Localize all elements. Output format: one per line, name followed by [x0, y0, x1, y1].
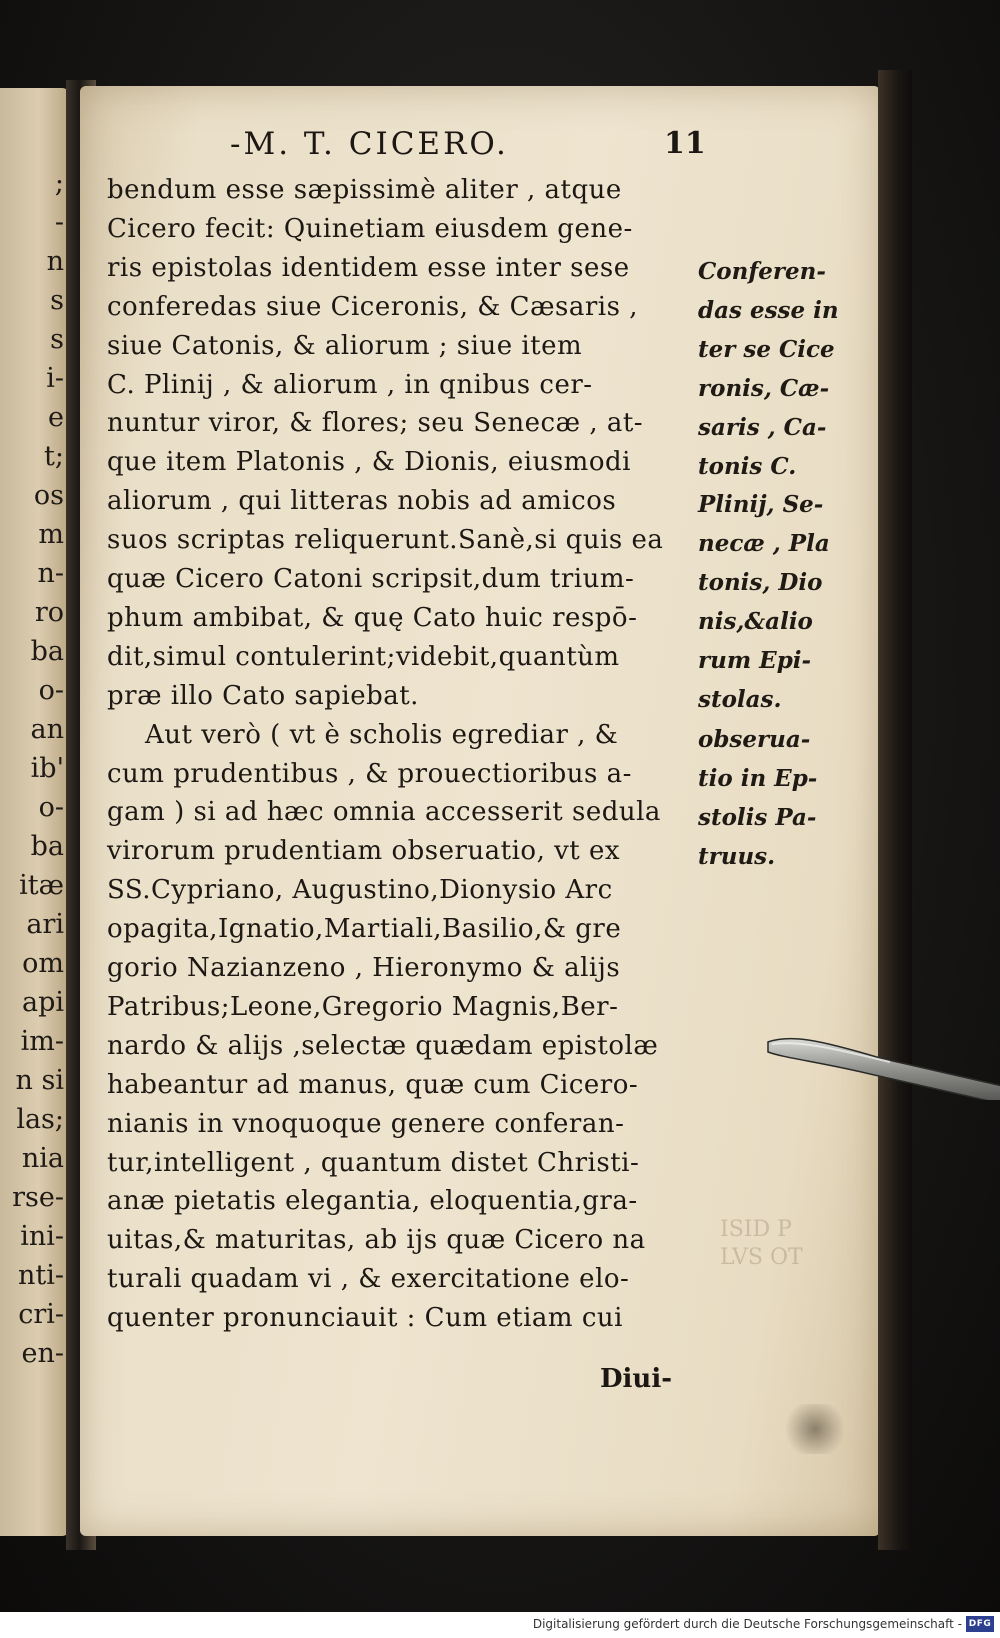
marginal-note-line: ter se Cice — [698, 335, 835, 363]
left-page-fragment: las; — [16, 1104, 64, 1135]
marginal-note-line: necæ , Pla — [698, 530, 830, 558]
left-page-fragment: en- — [21, 1338, 64, 1369]
left-page-fragment: n — [46, 246, 64, 277]
left-page-fragment: t; — [44, 441, 64, 472]
marginal-note-line: tio in Ep- — [698, 764, 818, 792]
left-page-fragment: itæ — [19, 870, 64, 901]
left-page-fragment: - — [54, 207, 64, 238]
text-line: aliorum , qui litteras nobis ad amicos — [107, 486, 617, 517]
text-line: Patribus;Leone,Gregorio Magnis,Ber- — [107, 991, 619, 1022]
marginal-note-line: stolis Pa- — [698, 803, 817, 831]
left-page-fragment: e — [48, 402, 64, 433]
left-page-fragment: ini- — [20, 1221, 64, 1252]
marginal-note-line: ronis, Cæ- — [698, 374, 830, 402]
marginal-note-line: rum Epi- — [698, 647, 812, 674]
marginal-note-line: tonis, Dio — [698, 569, 823, 597]
text-line: SS.Cypriano, Augustino,Dionysio Arc — [107, 875, 613, 906]
text-line: dit,simul contulerint;videbit,quantùm — [107, 641, 620, 672]
left-page-fragment: s — [50, 285, 64, 316]
page-edge-shadow — [878, 70, 912, 1550]
marginal-note-line: das esse in — [698, 296, 839, 324]
left-page-fragment: api — [21, 987, 64, 1018]
left-page-fragment: i- — [46, 363, 64, 394]
left-page-fragment: an — [30, 714, 64, 745]
text-line: suos scriptas reliquerunt.Sanè,si quis ea — [107, 525, 664, 556]
left-page-fragment: ba — [30, 636, 64, 667]
marginal-note-line: Conferen- — [698, 258, 826, 285]
marginal-note-line: truus. — [698, 842, 776, 870]
marginal-note-line: saris , Ca- — [698, 413, 827, 441]
left-facing-page — [0, 88, 70, 1536]
text-line: turali quadam vi , & exercitatione elo- — [107, 1264, 630, 1295]
text-line: nardo & alijs ,selectæ quædam epistolæ — [107, 1030, 659, 1061]
text-line: Cicero fecit: Quinetiam eiusdem gene- — [107, 213, 633, 244]
left-page-fragment: n si — [15, 1065, 64, 1096]
text-line: tur,intelligent , quantum distet Christi- — [107, 1147, 640, 1178]
left-page-fragment: o- — [38, 792, 64, 823]
running-head: -M. T. CICERO. — [230, 126, 509, 162]
text-line: anæ pietatis elegantia, eloquentia,gra- — [107, 1186, 638, 1217]
text-line: bendum esse sæpissimè aliter , atque — [107, 175, 622, 205]
text-line: virorum prudentiam obseruatio, vt ex — [107, 836, 621, 867]
text-line: cum prudentibus , & prouectioribus a- — [107, 758, 632, 789]
left-page-fragment: rse- — [12, 1182, 64, 1213]
funding-credit: Digitalisierung gefördert durch die Deutsche Forschungsgemeinschaft - — [532, 1617, 962, 1631]
left-page-fragment: ari — [26, 909, 64, 940]
left-page-fragment: cri- — [18, 1299, 64, 1330]
left-page-fragment: ro — [34, 597, 64, 628]
catchword: Diui- — [600, 1364, 672, 1394]
marginal-note-line: nis,&alio — [698, 608, 813, 636]
text-line: C. Plinij , & aliorum , in qnibus cer- — [107, 369, 593, 400]
left-page-fragment: im- — [20, 1026, 64, 1057]
left-page-fragment: nia — [21, 1143, 64, 1174]
text-line: uitas,& maturitas, ab ijs quæ Cicero na — [107, 1225, 646, 1256]
text-line: que item Platonis , & Dionis, eiusmodi — [107, 447, 631, 478]
marginal-note-line: stolas. — [698, 685, 782, 713]
footer-bar — [0, 1612, 1000, 1638]
page-holder-tool — [760, 1030, 1000, 1100]
left-page-fragment: m — [38, 519, 64, 550]
page-number: 11 — [664, 126, 706, 161]
left-page-fragment: n- — [37, 558, 64, 589]
text-line: nianis in vnoquoque genere conferan- — [107, 1108, 625, 1139]
text-line: gorio Nazianzeno , Hieronymo & alijs — [107, 953, 621, 983]
marginal-note-line: tonis C. — [698, 452, 797, 480]
text-line: opagita,Ignatio,Martiali,Basilio,& gre — [107, 914, 622, 945]
dfg-logo: DFG — [966, 1616, 994, 1632]
left-page-fragment: om — [22, 948, 64, 979]
page-stain — [780, 1404, 850, 1454]
text-line: quæ Cicero Catoni scripsit,dum trium- — [107, 564, 635, 594]
left-page-fragment: s — [50, 324, 64, 355]
left-page-fragment: ba — [30, 831, 64, 862]
bleed-through-stamp: ISID P LVS OT — [720, 1217, 803, 1270]
left-page-fragment: o- — [38, 675, 64, 706]
left-page-fragment: nti- — [18, 1260, 64, 1291]
marginal-note-line: Plinij, Se- — [698, 491, 824, 519]
text-line: ris epistolas identidem esse inter sese — [107, 252, 630, 283]
text-line: Aut verò ( vt è scholis egrediar , & — [145, 719, 619, 750]
book-page — [80, 86, 880, 1536]
text-line: siue Catonis, & aliorum ; siue item — [107, 330, 583, 361]
text-line: conferedas siue Ciceronis, & Cæsaris , — [107, 291, 638, 322]
left-page-fragment: os — [33, 480, 64, 511]
text-line: nuntur viror, & flores; seu Senecæ , at- — [107, 408, 644, 439]
text-line: præ illo Cato sapiebat. — [107, 680, 419, 711]
text-line: phum ambibat, & quę Cato huic respō- — [107, 602, 638, 633]
left-page-fragment: ib' — [30, 753, 64, 784]
marginal-note-line: obserua- — [698, 726, 811, 753]
text-line: gam ) si ad hæc omnia accesserit sedula — [107, 797, 661, 828]
left-page-fragment: ; — [54, 168, 64, 199]
text-line: habeantur ad manus, quæ cum Cicero- — [107, 1069, 639, 1100]
text-line: quenter pronunciauit : Cum etiam cui — [107, 1303, 623, 1334]
